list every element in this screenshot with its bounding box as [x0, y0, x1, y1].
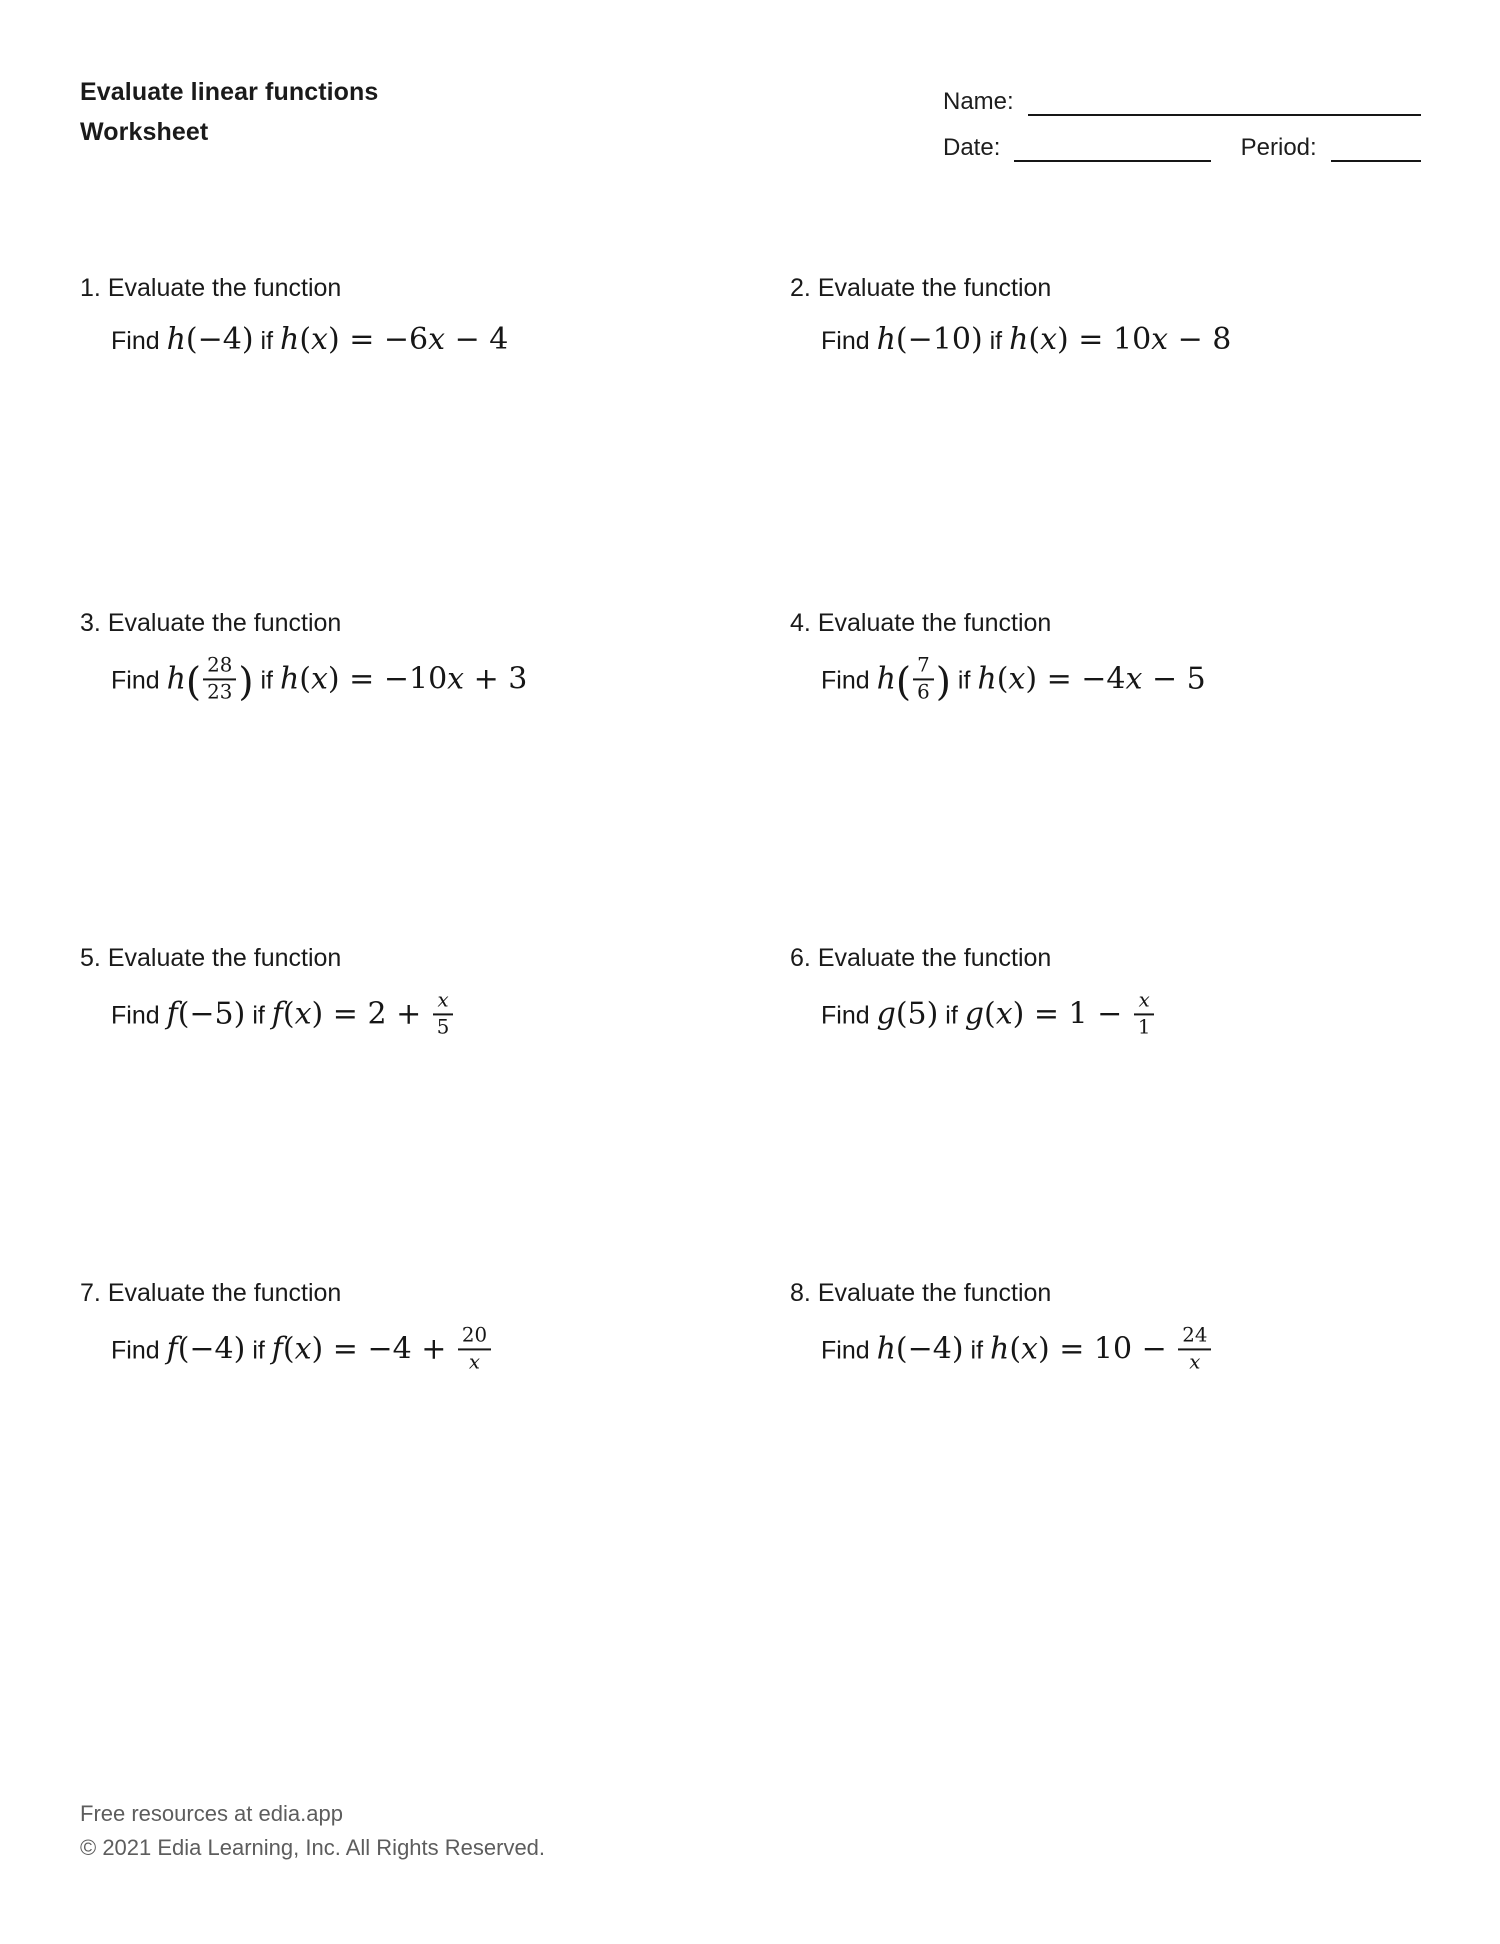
problem-3-number: 3. — [80, 609, 101, 637]
date-label: Date: — [943, 134, 1001, 161]
problem-8-title — [790, 1275, 1430, 1311]
date-blank-line — [1014, 137, 1210, 162]
problem-8-number: 8. — [790, 1279, 811, 1307]
problem-5-title — [80, 940, 790, 976]
problem-1-formula: Find h(−4) if h(x) = −6x − 4 — [111, 322, 509, 357]
problem-6 — [790, 932, 1430, 1267]
period-label: Period: — [1240, 134, 1317, 161]
problem-1-prompt: Evaluate the function — [107, 274, 342, 302]
problems-grid — [80, 262, 1430, 1602]
problem-3-formula: Find h( $\frac{28}{23}$ ) if h(x) = −10x + 3 — [111, 653, 528, 705]
problem-4-prompt: Evaluate the function — [817, 609, 1052, 637]
problem-4-formula: Find h( $\frac{7}{6}$ ) if h(x) = −4x − 5 — [821, 653, 1206, 705]
problem-6-number: 6. — [790, 944, 811, 972]
problem-3-prompt: Evaluate the function — [107, 609, 342, 637]
problem-2-formula: Find h(−10) if h(x) = 10x − 8 — [821, 322, 1232, 357]
problem-7-title — [80, 1275, 790, 1311]
problem-4-number: 4. — [790, 609, 811, 637]
name-blank-line — [1028, 91, 1421, 116]
worksheet-title-line1: Evaluate linear functions — [80, 78, 379, 106]
footer-resources-text: Free resources at edia.app — [80, 1801, 343, 1826]
problem-3 — [80, 597, 790, 932]
problem-8-prompt: Evaluate the function — [817, 1279, 1052, 1307]
student-info-block — [943, 88, 1421, 162]
worksheet-title-line2: Worksheet — [80, 118, 209, 146]
worksheet-title — [80, 72, 378, 152]
problem-3-title — [80, 605, 790, 641]
footer — [80, 1797, 545, 1865]
problem-7-formula: Find f(−4) if f(x) = −4 + $\frac{20}{x}$ — [111, 1327, 790, 1375]
problem-6-prompt: Evaluate the function — [817, 944, 1052, 972]
problem-6-title — [790, 940, 1430, 976]
name-row — [943, 88, 1421, 116]
period-blank-line — [1331, 137, 1421, 162]
date-period-row — [943, 134, 1421, 162]
problem-8 — [790, 1267, 1430, 1602]
problem-2-title — [790, 270, 1430, 306]
footer-copyright-text: © 2021 Edia Learning, Inc. All Rights Reserved. — [80, 1835, 546, 1860]
problem-2-number: 2. — [790, 274, 811, 302]
problem-8-formula: Find h(−4) if h(x) = 10 − $\frac{24}{x}$ — [821, 1327, 1430, 1375]
problem-4 — [790, 597, 1430, 932]
problem-2 — [790, 262, 1430, 597]
problem-6-formula: Find g(5) if g(x) = 1 − $\frac{x}{1}$ — [821, 992, 1430, 1040]
problem-1 — [80, 262, 790, 597]
problem-7-number: 7. — [80, 1279, 101, 1307]
problem-5 — [80, 932, 790, 1267]
problem-5-formula: Find f(−5) if f(x) = 2 + $\frac{x}{5}$ — [111, 992, 790, 1040]
problem-5-number: 5. — [80, 944, 101, 972]
problem-1-number: 1. — [80, 274, 101, 302]
problem-7-prompt: Evaluate the function — [107, 1279, 342, 1307]
problem-7 — [80, 1267, 790, 1602]
problem-5-prompt: Evaluate the function — [107, 944, 342, 972]
problem-2-prompt: Evaluate the function — [817, 274, 1052, 302]
problem-4-title — [790, 605, 1430, 641]
problem-1-title — [80, 270, 790, 306]
name-label: Name: — [943, 88, 1014, 115]
